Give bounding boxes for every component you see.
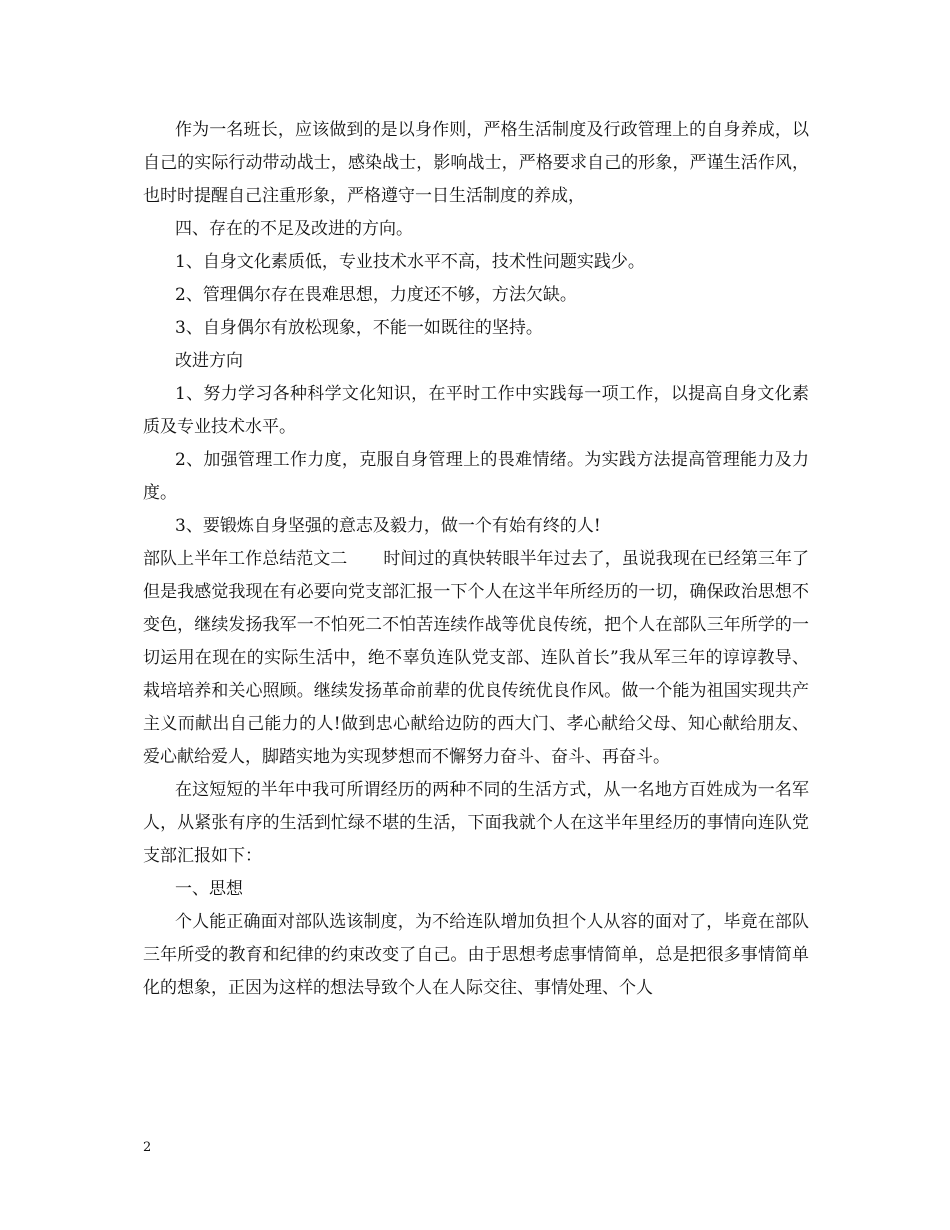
paragraph: 在这短短的半年中我可所谓经历的两种不同的生活方式，从一名地方百姓成为一名军人，从紧张有序的生活到忙绿不堪的生活，下面我就个人在这半年里经历的事情向连队党支部汇报如下： (143, 780, 809, 866)
list-item: 3、要锻炼自身坚强的意志及毅力，做一个有始有终的人! (175, 516, 601, 536)
paragraph: 个人能正确面对部队选该制度，为不给连队增加负担个人从容的面对了，毕竟在部队三年所受的教育和纪律的约束改变了自己。由于思想考虑事情简单，总是把很多事情简单化的想象，正因为这样的想法导致个人在人际交往、事情处理、个人 (143, 912, 809, 998)
section-heading: 四、存在的不足及改进的方向。 (175, 219, 413, 239)
list-item: 3、自身偶尔有放松现象，不能一如既往的坚持。 (175, 318, 543, 338)
list-item: 1、努力学习各种科学文化知识，在平时工作中实践每一项工作，以提高自身文化素质及专业技术水平。 (143, 384, 809, 437)
list-item: 2、加强管理工作力度，克服自身管理上的畏难情绪。为实践方法提高管理能力及力度。 (143, 450, 809, 503)
list-item: 1、自身文化素质低，专业技术水平不高，技术性问题实践少。 (175, 252, 645, 272)
list-item: 2、管理偶尔存在畏难思想，力度还不够，方法欠缺。 (175, 285, 577, 305)
section-heading: 改进方向 (175, 351, 243, 371)
section-title: 部队上半年工作总结范文二 (143, 549, 348, 569)
section-paragraph (143, 543, 809, 774)
section-text: 时间过的真快转眼半年过去了，虽说我现在已经第三年了但是我感觉我现在有必要向党支部汇报一下个人在这半年所经历的一切，确保政治思想不变色，继续发扬我军一不怕死二不怕苦连续作战等优良传统，把个人在部队三年所学的一切运用在现在的实际生活中，绝不辜负连队党支部、连队首长”我从军三年的谆谆教导、栽培培养和关心照顾。继续发扬革命前辈的优良传统优良作风。做一个能为祖国实现共产主义而献出自己能力的人!做到忠心献给边防的西大门、孝心献给父母、知心献给朋友、爱心献给爱人，脚踏实地为实现梦想而不懈努力奋斗、奋斗、再奋斗。 (143, 549, 810, 767)
document-body (143, 114, 809, 1005)
page-number: 2 (143, 1140, 152, 1155)
paragraph: 作为一名班长，应该做到的是以身作则，严格生活制度及行政管理上的自身养成，以自己的实际行动带动战士，感染战士，影响战士，严格要求自己的形象，严谨生活作风，也时时提醒自己注重形象，严格遵守一日生活制度的养成， (143, 120, 809, 206)
section-heading: 一、思想 (175, 879, 243, 899)
